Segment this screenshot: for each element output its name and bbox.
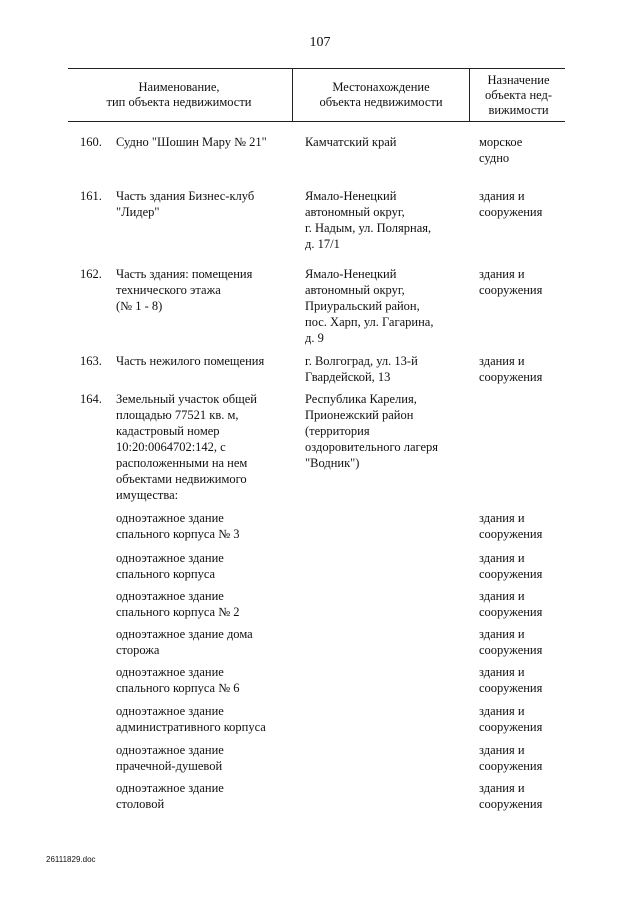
table-row [68,391,565,510]
object-location: Ямало-Ненецкий автономный округ, г. Надым, ул. Полярная, д. 17/1 [305,189,432,251]
sub-object-name: одноэтажное здание спального корпуса № 3 [116,511,240,541]
object-purpose: здания и сооружения [479,189,543,219]
table-row [68,780,565,818]
sub-object-name: одноэтажное здание прачечной-душевой [116,743,224,773]
sub-object-name: одноэтажное здание спального корпуса № 2 [116,589,240,619]
header-cell-purpose [472,69,565,121]
header-name-label: Наименование, тип объекта недвижимости [106,80,252,109]
object-purpose: морское судно [479,135,523,165]
object-purpose: здания и сооружения [479,354,543,384]
row-number: 161. [80,189,102,203]
table-row [68,188,565,266]
row-number: 164. [80,392,102,406]
table-row [68,550,565,588]
table-row [68,626,565,664]
object-purpose: здания и сооружения [479,589,543,619]
header-location-label: Местонахождение объекта недвижимости [319,80,443,109]
footer-filename: 26111829.doc [46,855,96,864]
object-name: Часть здания: помещения технического этажа (№ 1 - 8) [116,267,253,313]
table-header [68,68,565,122]
object-purpose: здания и сооружения [479,267,543,297]
sub-object-name: одноэтажное здание дома сторожа [116,627,253,657]
object-location: г. Волгоград, ул. 13-й Гвардейской, 13 [305,354,418,384]
table-row [68,134,565,188]
table-row [68,510,565,550]
table-row [68,588,565,626]
object-purpose: здания и сооружения [479,511,543,541]
table-row [68,664,565,703]
table-body [68,134,565,818]
header-divider [469,69,470,121]
object-purpose: здания и сооружения [479,781,543,811]
object-purpose: здания и сооружения [479,627,543,657]
table-row [68,353,565,391]
object-name: Часть нежилого помещения [116,354,265,368]
row-number: 162. [80,267,102,281]
object-location: Республика Карелия, Прионежский район (территория оздоровительного лагеря "Водник") [305,392,439,470]
header-purpose-label: Назначение объекта нед- вижимости [484,72,553,117]
object-location: Ямало-Ненецкий автономный округ, Приуральский район, пос. Харп, ул. Гагарина, д. 9 [305,267,434,345]
object-purpose: здания и сооружения [479,704,543,734]
sub-object-name: одноэтажное здание административного корпуса [116,704,266,734]
object-purpose: здания и сооружения [479,743,543,773]
object-name: Часть здания Бизнес-клуб "Лидер" [116,189,255,219]
sub-object-name: одноэтажное здание спального корпуса [116,551,224,581]
row-number: 160. [80,135,102,149]
object-purpose: здания и сооружения [479,551,543,581]
header-cell-location [294,69,468,121]
object-location: Камчатский край [305,135,397,149]
table-row [68,266,565,353]
table-row [68,742,565,780]
header-divider [292,69,293,121]
sub-object-name: одноэтажное здание столовой [116,781,224,811]
object-name: Земельный участок общей площадью 77521 кв. м, кадастровый номер 10:20:0064702:142, с расположенными на нем объектами недвижимого имущества: [116,392,257,502]
object-purpose: здания и сооружения [479,665,543,695]
object-name: Судно "Шошин Мару № 21" [116,135,267,149]
sub-object-name: одноэтажное здание спального корпуса № 6 [116,665,240,695]
table-row [68,703,565,742]
header-cell-name [68,69,290,121]
page-number: 107 [309,35,331,50]
row-number: 163. [80,354,102,368]
